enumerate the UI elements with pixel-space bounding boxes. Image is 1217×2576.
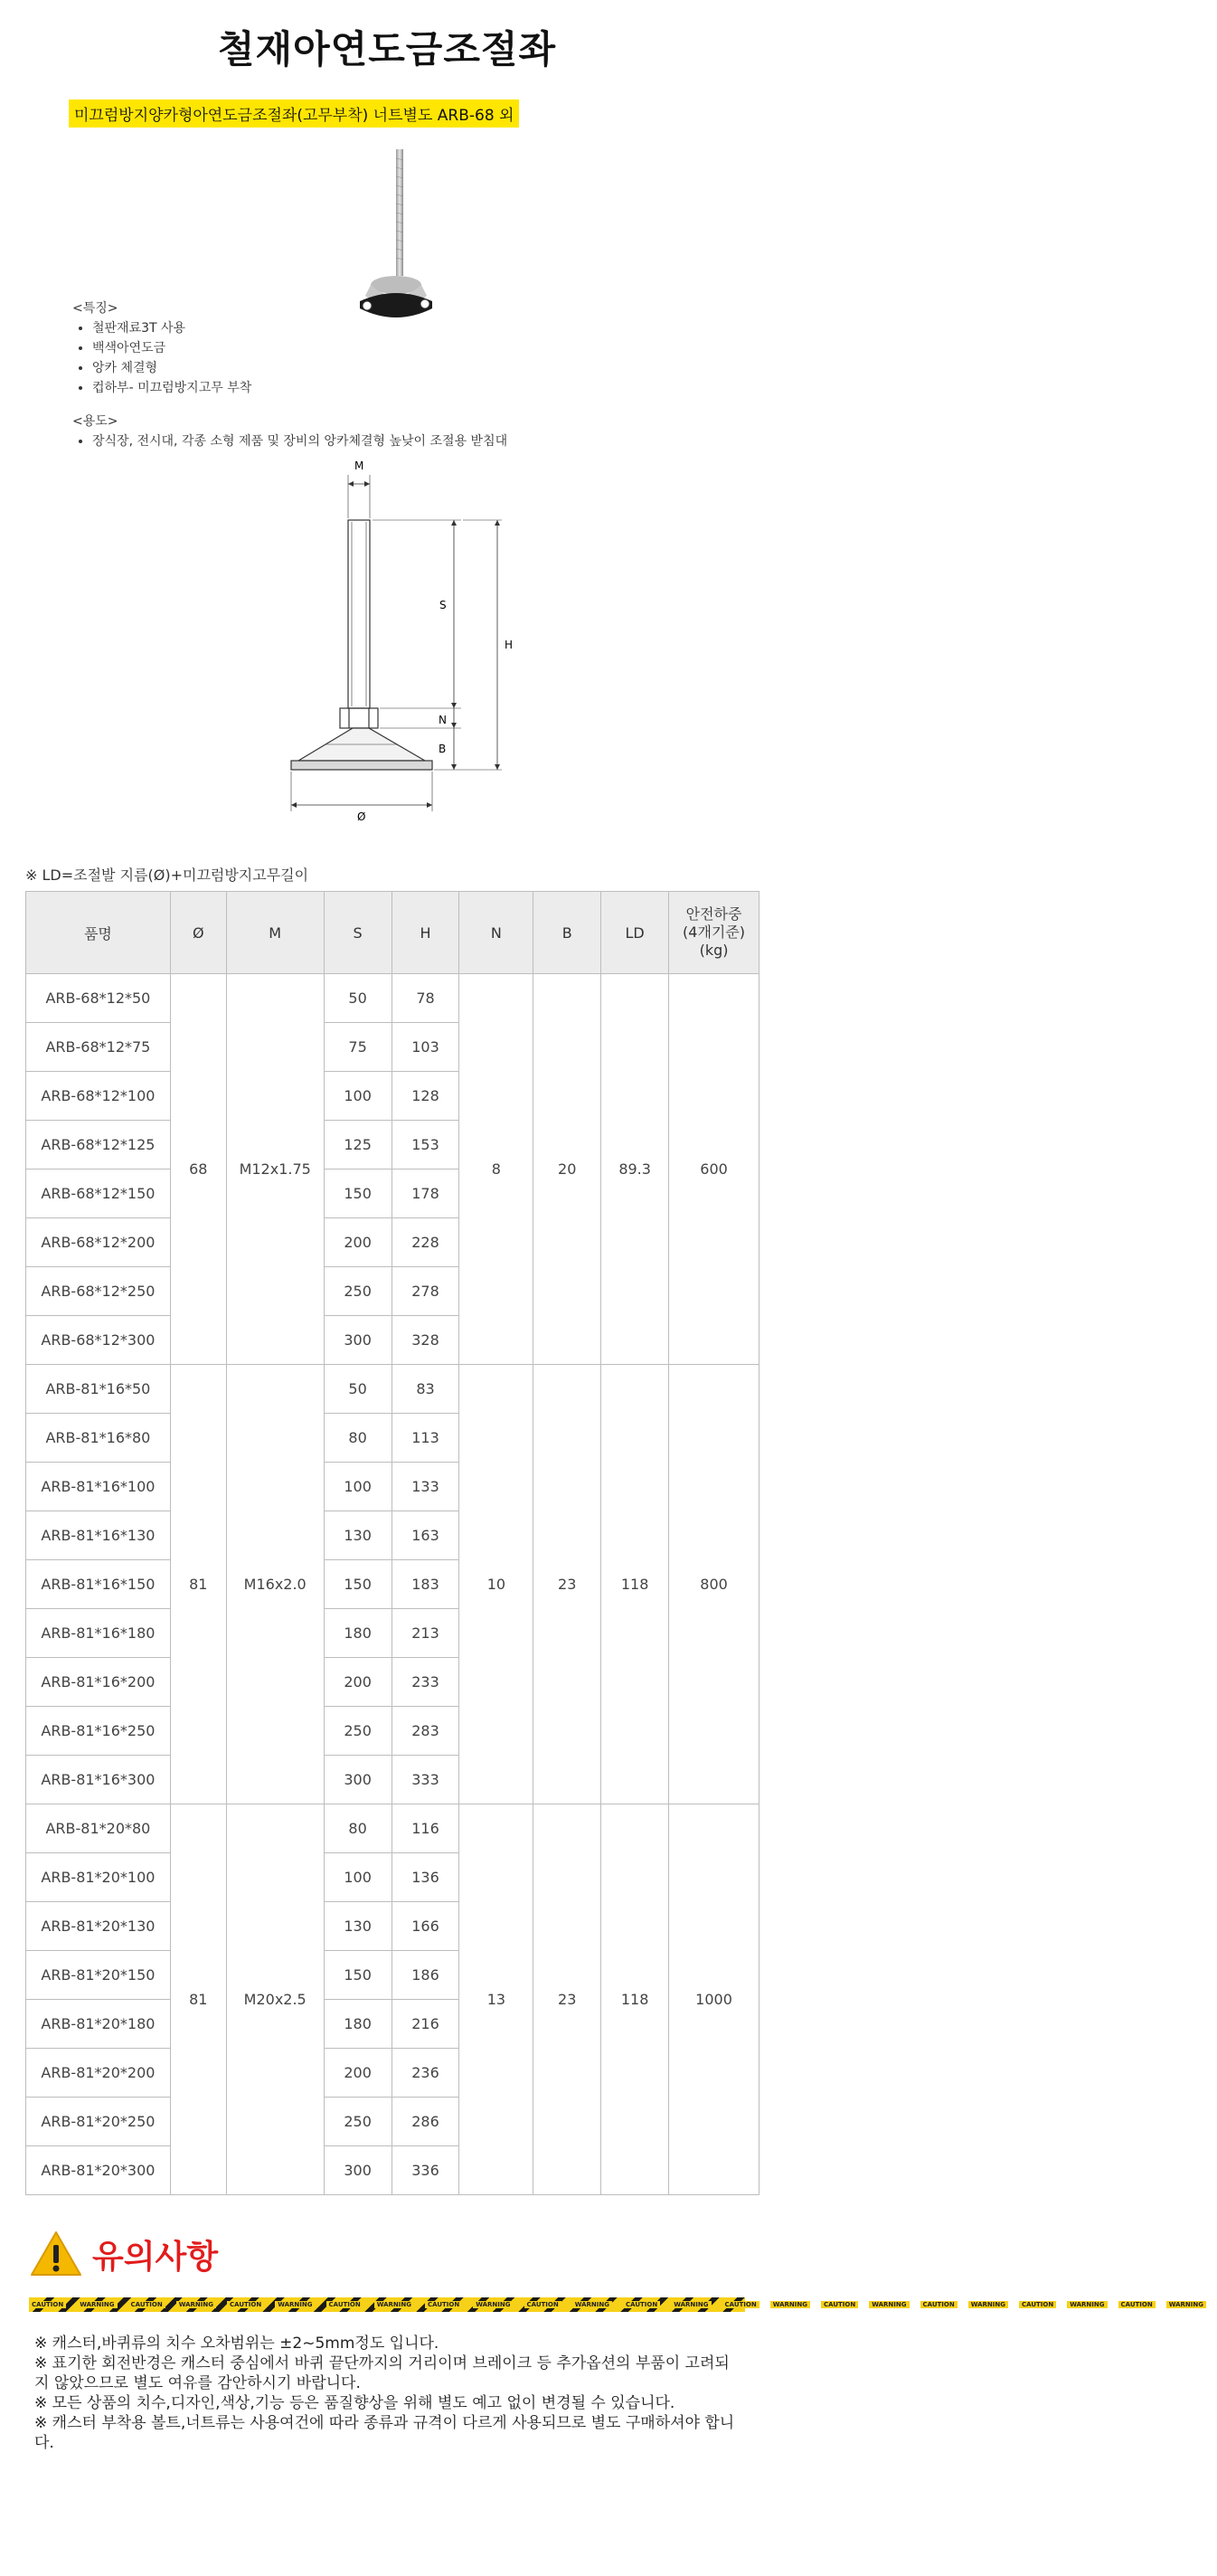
cell-h: 228 [392, 1218, 459, 1267]
cell-name: ARB-68*12*125 [26, 1121, 171, 1170]
caution-line: ※ 표기한 회전반경은 캐스터 중심에서 바퀴 끝단까지의 거리이며 브레이크 등 추가옵션의 부품이 고려되지 않았으므로 별도 여유를 감안하시기 바랍니다. [34, 2354, 730, 2392]
features-section [72, 298, 251, 398]
cell-s: 80 [324, 1804, 392, 1853]
tape-word: WARNING [968, 2301, 1008, 2308]
tape-word: WARNING [176, 2301, 216, 2308]
caution-title: 유의사항 [92, 2238, 219, 2276]
table-row [26, 1804, 759, 1853]
tape-word: CAUTION [722, 2301, 759, 2308]
caution-notes [34, 2334, 740, 2453]
tape-word: CAUTION [128, 2301, 165, 2308]
cell-h: 83 [392, 1365, 459, 1414]
col-header-name: 품명 [26, 892, 171, 974]
tape-word: WARNING [77, 2301, 117, 2308]
cell-h: 283 [392, 1707, 459, 1756]
cell-s: 130 [324, 1902, 392, 1951]
tape-word: WARNING [869, 2301, 909, 2308]
caution-header [29, 2230, 218, 2278]
dimension-diagram [253, 457, 552, 828]
cell-s: 180 [324, 2000, 392, 2049]
tape-word: WARNING [671, 2301, 711, 2308]
tape-word: CAUTION [29, 2301, 66, 2308]
tape-word: CAUTION [425, 2301, 462, 2308]
subtitle-banner [69, 99, 519, 128]
cell-ld: 118 [601, 1804, 669, 2195]
cell-h: 103 [392, 1023, 459, 1072]
feature-item: • 백색아연도금 [92, 338, 251, 358]
cell-h: 136 [392, 1853, 459, 1902]
cell-load: 600 [669, 974, 759, 1365]
uses-heading: <용도> [72, 414, 118, 429]
cell-s: 50 [324, 1365, 392, 1414]
spec-table [25, 891, 759, 2195]
dim-m-label: M [354, 459, 364, 472]
cell-b: 23 [533, 1365, 601, 1804]
cell-name: ARB-81*16*80 [26, 1414, 171, 1463]
cell-s: 250 [324, 1707, 392, 1756]
cell-h: 78 [392, 974, 459, 1023]
cell-ld: 118 [601, 1365, 669, 1804]
cell-s: 200 [324, 1658, 392, 1707]
tape-word: CAUTION [1118, 2301, 1156, 2308]
cell-h: 216 [392, 2000, 459, 2049]
tape-word: CAUTION [227, 2301, 264, 2308]
table-header-row [26, 892, 759, 974]
cell-name: ARB-81*16*100 [26, 1463, 171, 1511]
caution-line: ※ 모든 상품의 치수,디자인,색상,기능 등은 품질향상을 위해 별도 예고 없이 변경될 수 있습니다. [34, 2394, 675, 2412]
tape-word: WARNING [374, 2301, 414, 2308]
cell-name: ARB-68*12*75 [26, 1023, 171, 1072]
dim-h-label: H [505, 639, 514, 651]
cell-b: 20 [533, 974, 601, 1365]
cell-h: 186 [392, 1951, 459, 2000]
cell-name: ARB-81*16*130 [26, 1511, 171, 1560]
dim-s-label: S [439, 599, 447, 611]
col-header-m: M [226, 892, 324, 974]
cell-name: ARB-81*20*130 [26, 1902, 171, 1951]
load-header-line3: (kg) [699, 942, 729, 959]
tape-word: CAUTION [524, 2301, 561, 2308]
cell-s: 250 [324, 2098, 392, 2146]
cell-s: 100 [324, 1463, 392, 1511]
features-heading: <특징> [72, 301, 118, 316]
cell-s: 250 [324, 1267, 392, 1316]
cell-name: ARB-68*12*200 [26, 1218, 171, 1267]
tape-word: WARNING [572, 2301, 612, 2308]
col-header-n: N [459, 892, 533, 974]
caution-line: ※ 캐스터 부착용 볼트,너트류는 사용여건에 따라 종류과 규격이 다르게 사용되므로 별도 구매하셔야 합니다. [34, 2414, 735, 2452]
dim-n-label: N [439, 714, 447, 726]
dim-d-label: Ø [357, 810, 366, 823]
table-row [26, 1365, 759, 1414]
cell-h: 213 [392, 1609, 459, 1658]
cell-name: ARB-81*20*80 [26, 1804, 171, 1853]
col-header-h: H [392, 892, 459, 974]
cell-s: 80 [324, 1414, 392, 1463]
load-header-line1: 안전하중 [685, 905, 742, 923]
cell-n: 13 [459, 1804, 533, 2195]
col-header-ld: LD [601, 892, 669, 974]
subtitle: 미끄럼방지양카형아연도금조절좌(고무부착) 너트별도 ARB-68 외 [69, 99, 519, 128]
cell-m: M16x2.0 [226, 1365, 324, 1804]
load-header-line2: (4개기준) [683, 923, 746, 941]
cell-name: ARB-68*12*150 [26, 1170, 171, 1218]
cell-name: ARB-81*20*100 [26, 1853, 171, 1902]
cell-name: ARB-68*12*300 [26, 1316, 171, 1365]
tape-word: WARNING [1067, 2301, 1107, 2308]
cell-s: 150 [324, 1170, 392, 1218]
cell-h: 153 [392, 1121, 459, 1170]
caution-tape [29, 2297, 1203, 2312]
uses-section [72, 412, 507, 451]
cell-h: 163 [392, 1511, 459, 1560]
cell-h: 166 [392, 1902, 459, 1951]
cell-name: ARB-81*20*200 [26, 2049, 171, 2098]
cell-name: ARB-81*16*300 [26, 1756, 171, 1804]
tape-word: WARNING [1166, 2301, 1206, 2308]
cell-s: 180 [324, 1609, 392, 1658]
cell-s: 130 [324, 1511, 392, 1560]
cell-n: 10 [459, 1365, 533, 1804]
dim-b-label: B [439, 743, 447, 755]
cell-s: 200 [324, 1218, 392, 1267]
cell-h: 233 [392, 1658, 459, 1707]
cell-n: 8 [459, 974, 533, 1365]
tape-word: CAUTION [1019, 2301, 1056, 2308]
cell-s: 100 [324, 1853, 392, 1902]
cell-load: 1000 [669, 1804, 759, 2195]
cell-s: 300 [324, 1316, 392, 1365]
page-title: 철재아연도금조절좌 [217, 27, 557, 71]
cell-ld: 89.3 [601, 974, 669, 1365]
cell-name: ARB-81*16*200 [26, 1658, 171, 1707]
cell-m: M12x1.75 [226, 974, 324, 1365]
cell-h: 128 [392, 1072, 459, 1121]
cell-s: 50 [324, 974, 392, 1023]
cell-name: ARB-81*16*180 [26, 1609, 171, 1658]
cell-name: ARB-68*12*100 [26, 1072, 171, 1121]
cell-h: 183 [392, 1560, 459, 1609]
cell-name: ARB-68*12*250 [26, 1267, 171, 1316]
cell-b: 23 [533, 1804, 601, 2195]
cell-h: 333 [392, 1756, 459, 1804]
cell-s: 300 [324, 2146, 392, 2195]
caution-line: ※ 캐스터,바퀴류의 치수 오차범위는 ±2~5mm정도 입니다. [34, 2334, 439, 2353]
cell-s: 150 [324, 1951, 392, 2000]
cell-name: ARB-81*16*250 [26, 1707, 171, 1756]
cell-h: 116 [392, 1804, 459, 1853]
cell-name: ARB-81*20*180 [26, 2000, 171, 2049]
product-image [344, 149, 443, 330]
cell-s: 150 [324, 1560, 392, 1609]
col-header-load [669, 892, 759, 974]
cell-h: 278 [392, 1267, 459, 1316]
cell-name: ARB-81*20*250 [26, 2098, 171, 2146]
spec-table-body [26, 974, 759, 2195]
feature-item: • 컵하부- 미끄럼방지고무 부착 [92, 378, 251, 398]
table-row [26, 974, 759, 1023]
col-header-s: S [324, 892, 392, 974]
cell-m: M20x2.5 [226, 1804, 324, 2195]
tape-word: CAUTION [821, 2301, 858, 2308]
col-header-diameter: Ø [170, 892, 226, 974]
cell-name: ARB-68*12*50 [26, 974, 171, 1023]
cell-diameter: 68 [170, 974, 226, 1365]
cell-s: 75 [324, 1023, 392, 1072]
cell-name: ARB-81*20*150 [26, 1951, 171, 2000]
cell-h: 336 [392, 2146, 459, 2195]
cell-diameter: 81 [170, 1804, 226, 2195]
cell-h: 286 [392, 2098, 459, 2146]
feature-item: • 철판재료3T 사용 [92, 318, 251, 338]
tape-word: WARNING [770, 2301, 810, 2308]
tape-word: CAUTION [920, 2301, 958, 2308]
cell-name: ARB-81*16*150 [26, 1560, 171, 1609]
cell-s: 200 [324, 2049, 392, 2098]
cell-h: 113 [392, 1414, 459, 1463]
col-header-b: B [533, 892, 601, 974]
cell-name: ARB-81*20*300 [26, 2146, 171, 2195]
tape-word: WARNING [473, 2301, 513, 2308]
cell-diameter: 81 [170, 1365, 226, 1804]
cell-s: 100 [324, 1072, 392, 1121]
cell-h: 236 [392, 2049, 459, 2098]
cell-h: 133 [392, 1463, 459, 1511]
cell-name: ARB-81*16*50 [26, 1365, 171, 1414]
tape-word: CAUTION [326, 2301, 363, 2308]
warning-triangle-icon [29, 2230, 83, 2278]
ld-note: ※ LD=조절발 지름(Ø)+미끄럼방지고무길이 [25, 867, 309, 884]
cell-h: 178 [392, 1170, 459, 1218]
tape-word: CAUTION [623, 2301, 660, 2308]
feature-item: • 앙카 체결형 [92, 358, 251, 378]
cell-s: 125 [324, 1121, 392, 1170]
cell-h: 328 [392, 1316, 459, 1365]
cell-load: 800 [669, 1365, 759, 1804]
tape-word: WARNING [275, 2301, 315, 2308]
cell-s: 300 [324, 1756, 392, 1804]
use-item: • 장식장, 전시대, 각종 소형 제품 및 장비의 앙카체결형 높낮이 조절용 받침대 [92, 431, 507, 451]
